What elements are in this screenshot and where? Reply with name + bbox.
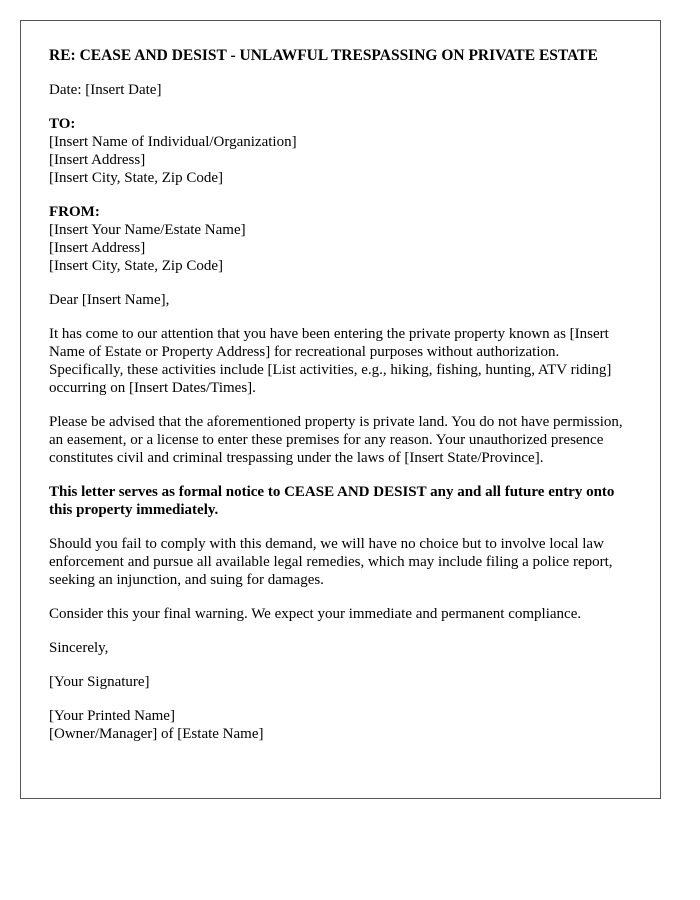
printed-name: [Your Printed Name] xyxy=(49,708,175,724)
letter-date: Date: [Insert Date] xyxy=(49,82,162,98)
body-paragraph-advisory: Please be advised that the aforementioned property is private land. You do not have permission, an easement, or a license to enter these premises for any reason. Your unauthorized presence constitutes civil and criminal trespassing under the laws of [Insert State/Province]. xyxy=(49,414,623,466)
recipient-label: TO: xyxy=(49,116,76,132)
signoff-block xyxy=(49,707,632,743)
sender-label: FROM: xyxy=(49,204,100,220)
letter-document xyxy=(20,20,661,799)
signer-title: [Owner/Manager] of [Estate Name] xyxy=(49,726,264,742)
recipient-address: [Insert Address] xyxy=(49,152,146,168)
sender-name: [Insert Your Name/Estate Name] xyxy=(49,222,246,238)
sender-address: [Insert Address] xyxy=(49,240,146,256)
body-paragraph-formal-notice: This letter serves as formal notice to CEASE AND DESIST any and all future entry onto this property immediately. xyxy=(49,484,615,518)
signature-placeholder: [Your Signature] xyxy=(49,674,150,690)
recipient-block xyxy=(49,115,632,187)
sender-city-state-zip: [Insert City, State, Zip Code] xyxy=(49,258,223,274)
letter-subject: RE: CEASE AND DESIST - UNLAWFUL TRESPASSING ON PRIVATE ESTATE xyxy=(49,47,598,64)
body-paragraph-final-warning: Consider this your final warning. We expect your immediate and permanent compliance. xyxy=(49,606,582,622)
recipient-city-state-zip: [Insert City, State, Zip Code] xyxy=(49,170,223,186)
sender-block xyxy=(49,203,632,275)
body-paragraph-consequences: Should you fail to comply with this demand, we will have no choice but to involve local law enforcement and pursue all available legal remedies, which may include filing a police report, seeking an injunction, and suing for damages. xyxy=(49,536,613,588)
closing: Sincerely, xyxy=(49,640,109,656)
salutation: Dear [Insert Name], xyxy=(49,292,170,308)
body-paragraph-attention: It has come to our attention that you have been entering the private property known as [Insert Name of Estate or Property Address] for recreational purposes without authorization. Specifically, these activities include [List activities, e.g., hiking, fishing, hunting, ATV riding] occurring on [Insert Dates/Times]. xyxy=(49,326,612,396)
recipient-name: [Insert Name of Individual/Organization] xyxy=(49,134,297,150)
